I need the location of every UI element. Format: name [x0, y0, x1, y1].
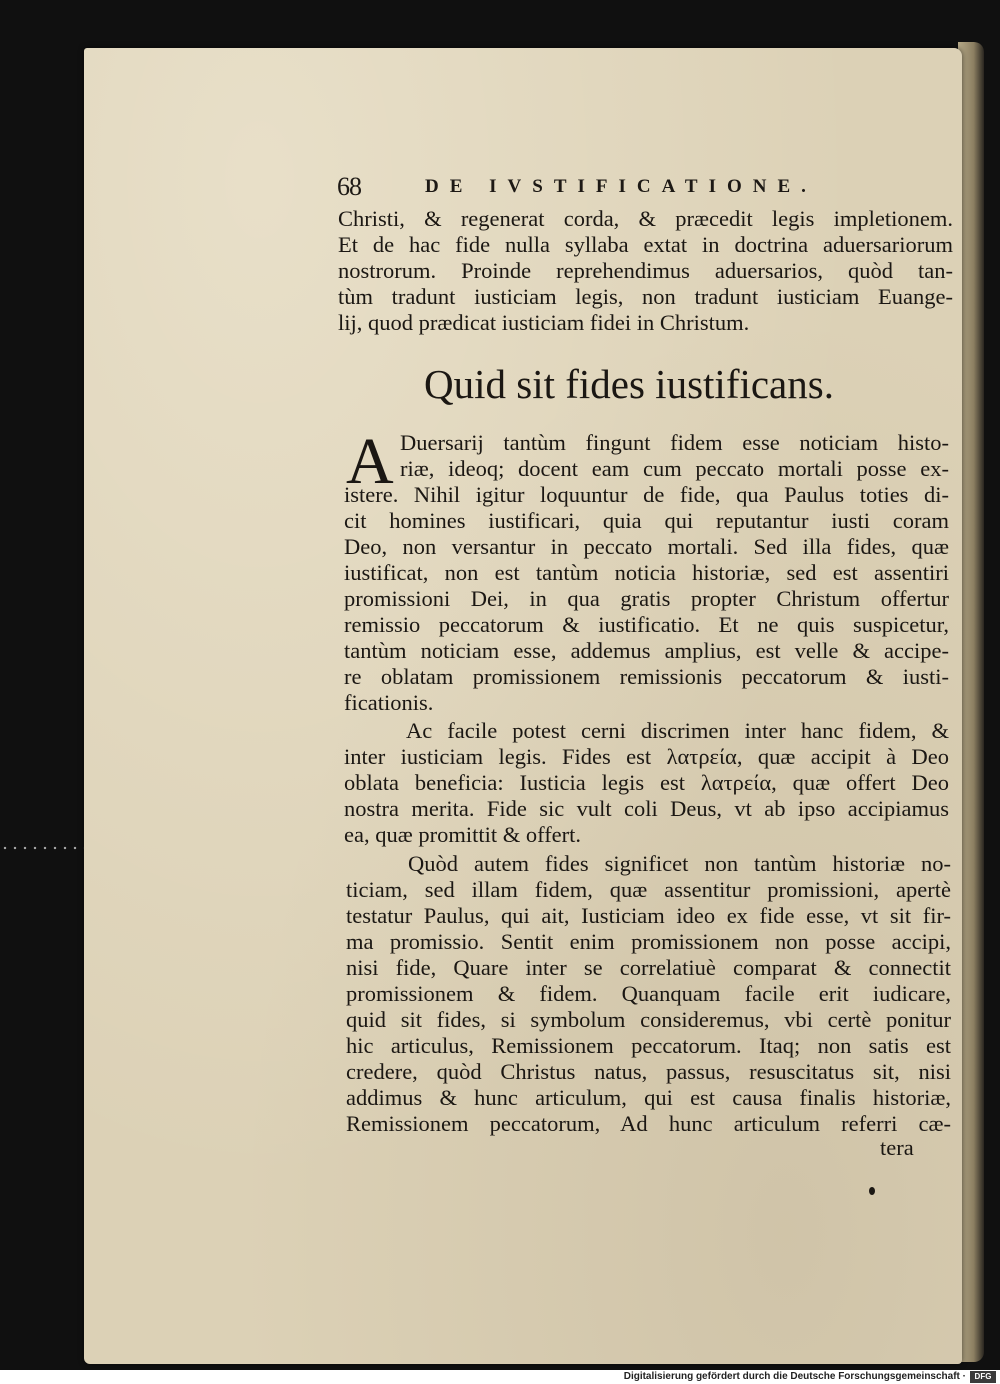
text-line: riæ, ideoq; docent eam cum peccato mortali posse ex-	[400, 456, 949, 481]
text-line: inter iusticiam legis. Fides est λατρεία, quæ accipit à Deo	[344, 744, 949, 769]
page-number: 68	[337, 172, 361, 201]
paragraph-4	[346, 851, 951, 1137]
text-line: Christi, & regenerat corda, & præcedit legis impletionem.	[338, 206, 953, 231]
text-line: Ac facile potest cerni discrimen inter hanc fidem, &	[406, 718, 949, 743]
text-line: oblata beneficia: Iusticia legis est λατρεία, quæ offert Deo	[344, 770, 949, 795]
text-line: iustificat, non est tantùm noticia historiæ, sed est assentiri	[344, 560, 949, 585]
text-line: ficationis.	[344, 690, 434, 715]
text-line: Et de hac fide nulla syllaba extat in doctrina aduersariorum	[338, 232, 953, 257]
text-line: addimus & hunc articulum, qui est causa finalis historiæ,	[346, 1085, 951, 1110]
drop-cap: A	[346, 425, 394, 498]
text-line: nisi fide, Quare inter se correlatiuè comparat & connectit	[346, 955, 951, 980]
text-line: promissioni Dei, in qua gratis propter Christum offertur	[344, 586, 949, 611]
paragraph-2	[344, 425, 949, 716]
text-line: lij, quod prædicat iusticiam fidei in Christum.	[338, 310, 750, 335]
text-line: ticiam, sed illam fidem, quæ assentitur promissioni, apertè	[346, 877, 951, 902]
top-paragraph	[338, 206, 953, 336]
text-line: Deo, non versantur in peccato mortali. Sed illa fides, quæ	[344, 534, 949, 559]
section-heading: Quid sit fides iustificans.	[424, 361, 834, 407]
ink-dot	[869, 1187, 875, 1195]
catchword: tera	[880, 1135, 914, 1160]
text-line: nostra merita. Fide sic vult coli Deus, vt ab ipso accipiamus	[344, 796, 949, 821]
text-line: credere, quòd Christus natus, passus, resuscitatus sit, nisi	[346, 1059, 951, 1084]
text-line: istere. Nihil igitur loquuntur de fide, qua Paulus toties di-	[344, 482, 949, 507]
text-line: tùm tradunt iusticiam legis, non tradunt iusticiam Euange-	[338, 284, 953, 309]
text-line: remissio peccatorum & iustificatio. Et ne quis suspicetur,	[344, 612, 949, 637]
scan-edge-dots	[0, 846, 84, 850]
running-head-title: DE IVSTIFICATIONE.	[425, 176, 817, 197]
footer-credit[interactable]: Digitalisierung gefördert durch die Deutsche Forschungsgemeinschaft ·	[623, 1371, 966, 1382]
text-line: Remissionem peccatorum, Ad hunc articulum referri cæ-	[346, 1111, 951, 1136]
running-head	[337, 172, 877, 206]
paragraph-3	[344, 718, 949, 848]
text-line: cit homines iustificari, quia qui reputantur iusti coram	[344, 508, 949, 533]
text-line: Quòd autem fides significet non tantùm historiæ no-	[408, 851, 951, 876]
text-line: ea, quæ promittit & offert.	[344, 822, 582, 847]
text-line: tantùm noticiam esse, addemus amplius, est velle & accipe-	[344, 638, 949, 663]
text-line: testatur Paulus, qui ait, Iusticiam ideo ex fide esse, vt sit fir-	[346, 903, 951, 928]
text-line: promissionem & fidem. Quanquam facile erit iudicare,	[346, 981, 951, 1006]
footer-bar	[0, 1370, 1000, 1384]
text-line: Duersarij tantùm fingunt fidem esse noticiam histo-	[400, 430, 949, 455]
text-line: re oblatam promissionem remissionis peccatorum & iusti-	[344, 664, 949, 689]
text-line: ma promissio. Sentit enim promissionem non posse accipi,	[346, 929, 951, 954]
text-line: nostrorum. Proinde reprehendimus aduersarios, quòd tan-	[338, 258, 953, 283]
text-line: hic articulus, Remissionem peccatorum. Itaq; non satis est	[346, 1033, 951, 1058]
text-line: quid sit fides, si symbolum consideremus, vbi certè ponitur	[346, 1007, 951, 1032]
dfg-logo[interactable]: DFG	[970, 1371, 996, 1383]
